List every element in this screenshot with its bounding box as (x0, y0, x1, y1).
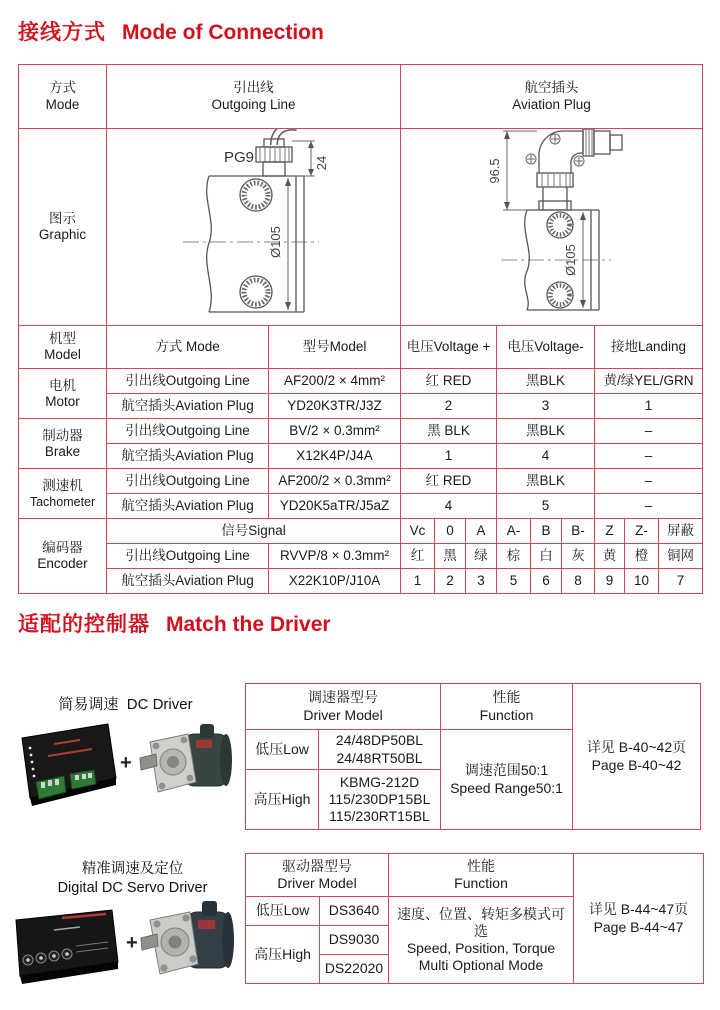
encoder-aviation-type: X22K10P/J10A (269, 569, 401, 594)
vplus-col-header: 电压Voltage + (401, 326, 497, 369)
brake-outgoing-landing: – (595, 419, 703, 444)
dc-function-cell: 调速范围50:1 Speed Range50:1 (441, 730, 573, 830)
outgoing-line-drawing-cell (107, 129, 401, 326)
dc-driver-label: 简易调速 DC Driver (58, 696, 193, 713)
dc-driver-table (245, 683, 701, 830)
encoder-signal-col: 0 (435, 519, 466, 544)
dim-dia105-label: Ø105 (562, 244, 578, 276)
connection-table (18, 64, 703, 594)
motor-outgoing-landing: 黄/绿YEL/GRN (595, 369, 703, 394)
type-col-header: 型号Model (269, 326, 401, 369)
outgoing-line-drawing (107, 129, 401, 321)
tach-outgoing-vplus: 红 RED (401, 469, 497, 494)
encoder-signal-vc: Vc (401, 519, 435, 544)
encoder-pin: 3 (466, 569, 497, 594)
motor-outgoing-vminus: 黑BLK (497, 369, 595, 394)
encoder-wire-color: 灰 (562, 544, 595, 569)
motor-aviation-landing: 1 (595, 394, 703, 419)
pg9-label: PG9 (224, 149, 255, 166)
aviation-plug-drawing (403, 129, 701, 321)
encoder-aviation-mode: 航空插头Aviation Plug (107, 569, 269, 594)
section1-title-en: Mode of Connection (122, 21, 324, 44)
encoder-signal-col: B- (562, 519, 595, 544)
encoder-wire-color: 绿 (466, 544, 497, 569)
eye-bolt-bottom (547, 282, 573, 308)
brake-outgoing-vminus: 黑BLK (497, 419, 595, 444)
servo-driver-label: 精准调速及定位 Digital DC Servo Driver (57, 861, 208, 896)
servo-motor-photo (138, 896, 240, 986)
servo-function-header: 性能 Function (389, 854, 574, 897)
encoder-signal-col: 屏蔽 (659, 519, 703, 544)
encoder-pin: 5 (497, 569, 531, 594)
servo-model-header: 驱动器型号 Driver Model (246, 854, 389, 897)
mode-col-header: 方式 Mode (107, 326, 269, 369)
motor-outgoing-mode: 引出线Outgoing Line (107, 369, 269, 394)
section2-title (18, 608, 331, 638)
aviation-plug-drawing-cell (401, 129, 703, 326)
encoder-pin: 9 (595, 569, 625, 594)
encoder-wire-color: 红 (401, 544, 435, 569)
screw-icons (526, 134, 584, 166)
section2-title-en: Match the Driver (166, 613, 331, 636)
encoder-wire-color: 黄 (595, 544, 625, 569)
dc-low-models: 24/48DP50BL 24/48RT50BL (319, 730, 441, 770)
encoder-signal-col: A- (497, 519, 531, 544)
plus-sign: + (126, 932, 138, 954)
servo-driver-photo (10, 906, 124, 986)
encoder-wire-color: 白 (531, 544, 562, 569)
tach-aviation-type: YD20K5aTR/J5aZ (269, 494, 401, 519)
body-wavy-edge (207, 176, 212, 312)
model-col-header: 机型 Model (19, 326, 107, 369)
servo-function-cell: 速度、位置、转矩多模式可选 Speed, Position, Torque Multi Optional Mode (389, 897, 574, 984)
encoder-pin: 10 (625, 569, 659, 594)
vminus-col-header: 电压Voltage- (497, 326, 595, 369)
dc-high-label: 高压High (246, 770, 319, 830)
dc-high-models: KBMG-212D 115/230DP15BL 115/230RT15BL (319, 770, 441, 830)
gland-knurl (260, 147, 289, 162)
brake-outgoing-mode: 引出线Outgoing Line (107, 419, 269, 444)
gland-nut (256, 147, 292, 162)
dc-page-ref: 详见 B-40~42页 Page B-40~42 (573, 684, 701, 830)
servo-high-model-2: DS22020 (320, 955, 389, 984)
dc-low-label: 低压Low (246, 730, 319, 770)
col-header-mode: 方式 Mode (19, 65, 107, 129)
motor-aviation-vminus: 3 (497, 394, 595, 419)
tach-outgoing-type: AF200/2 × 0.3mm² (269, 469, 401, 494)
encoder-pin: 2 (435, 569, 466, 594)
elbow-outer (539, 131, 583, 173)
group-tachometer: 测速机 Tachometer (19, 469, 107, 519)
motor-outgoing-type: AF200/2 × 4mm² (269, 369, 401, 394)
tach-aviation-vminus: 5 (497, 494, 595, 519)
eye-bolt-top (240, 179, 272, 211)
encoder-wire-color: 黑 (435, 544, 466, 569)
encoder-signal-label: 信号Signal (107, 519, 401, 544)
brake-aviation-vminus: 4 (497, 444, 595, 469)
plus-sign: + (120, 752, 132, 774)
tach-aviation-landing: – (595, 494, 703, 519)
dc-motor-photo (138, 720, 238, 804)
col-header-aviation: 航空插头 Aviation Plug (401, 65, 703, 129)
landing-col-header: 接地Landing (595, 326, 703, 369)
motor-aviation-mode: 航空插头Aviation Plug (107, 394, 269, 419)
dc-function-header: 性能 Function (441, 684, 573, 730)
dc-driver-photo (14, 718, 120, 814)
dim-dia105-label: Ø105 (268, 226, 283, 258)
group-motor: 电机 Motor (19, 369, 107, 419)
encoder-signal-col: Z (595, 519, 625, 544)
servo-low-label: 低压Low (246, 897, 320, 926)
group-brake: 制动器 Brake (19, 419, 107, 469)
tach-outgoing-landing: – (595, 469, 703, 494)
encoder-outgoing-mode: 引出线Outgoing Line (107, 544, 269, 569)
section1-title (18, 16, 324, 46)
section1-title-zh: 接线方式 (18, 21, 106, 44)
gland-body (263, 162, 285, 176)
col-header-outgoing: 引出线 Outgoing Line (107, 65, 401, 129)
brake-outgoing-type: BV/2 × 0.3mm² (269, 419, 401, 444)
encoder-pin: 8 (562, 569, 595, 594)
encoder-outgoing-type: RVVP/8 × 0.3mm² (269, 544, 401, 569)
brake-aviation-landing: – (595, 444, 703, 469)
servo-low-model: DS3640 (320, 897, 389, 926)
tach-outgoing-vminus: 黑BLK (497, 469, 595, 494)
brake-aviation-vplus: 1 (401, 444, 497, 469)
encoder-wire-color: 橙 (625, 544, 659, 569)
motor-aviation-vplus: 2 (401, 394, 497, 419)
graphic-row-label: 图示 Graphic (19, 129, 107, 326)
encoder-signal-col: A (466, 519, 497, 544)
tach-aviation-mode: 航空插头Aviation Plug (107, 494, 269, 519)
encoder-signal-col: B (531, 519, 562, 544)
servo-page-ref: 详见 B-44~47页 Page B-44~47 (574, 854, 704, 984)
brake-aviation-mode: 航空插头Aviation Plug (107, 444, 269, 469)
motor-aviation-type: YD20K3TR/J3Z (269, 394, 401, 419)
dc-model-header: 调速器型号 Driver Model (246, 684, 441, 730)
encoder-signal-col: Z- (625, 519, 659, 544)
encoder-pin: 7 (659, 569, 703, 594)
motor-outgoing-vplus: 红 RED (401, 369, 497, 394)
encoder-wire-color: 铜网 (659, 544, 703, 569)
eye-bolt-top (547, 212, 573, 238)
servo-high-model-1: DS9030 (320, 926, 389, 955)
tach-outgoing-mode: 引出线Outgoing Line (107, 469, 269, 494)
brake-outgoing-vplus: 黑 BLK (401, 419, 497, 444)
encoder-wire-color: 棕 (497, 544, 531, 569)
section2-title-zh: 适配的控制器 (18, 613, 150, 636)
servo-high-label: 高压High (246, 926, 320, 984)
servo-driver-table (245, 853, 704, 984)
brake-aviation-type: X12K4P/J4A (269, 444, 401, 469)
encoder-pin: 6 (531, 569, 562, 594)
encoder-pin: 1 (401, 569, 435, 594)
eye-bolt-bottom (240, 276, 272, 308)
dim-965-label: 96.5 (486, 158, 502, 184)
dim-24-label: 24 (314, 155, 329, 171)
tach-aviation-vplus: 4 (401, 494, 497, 519)
group-encoder: 编码器 Encoder (19, 519, 107, 594)
